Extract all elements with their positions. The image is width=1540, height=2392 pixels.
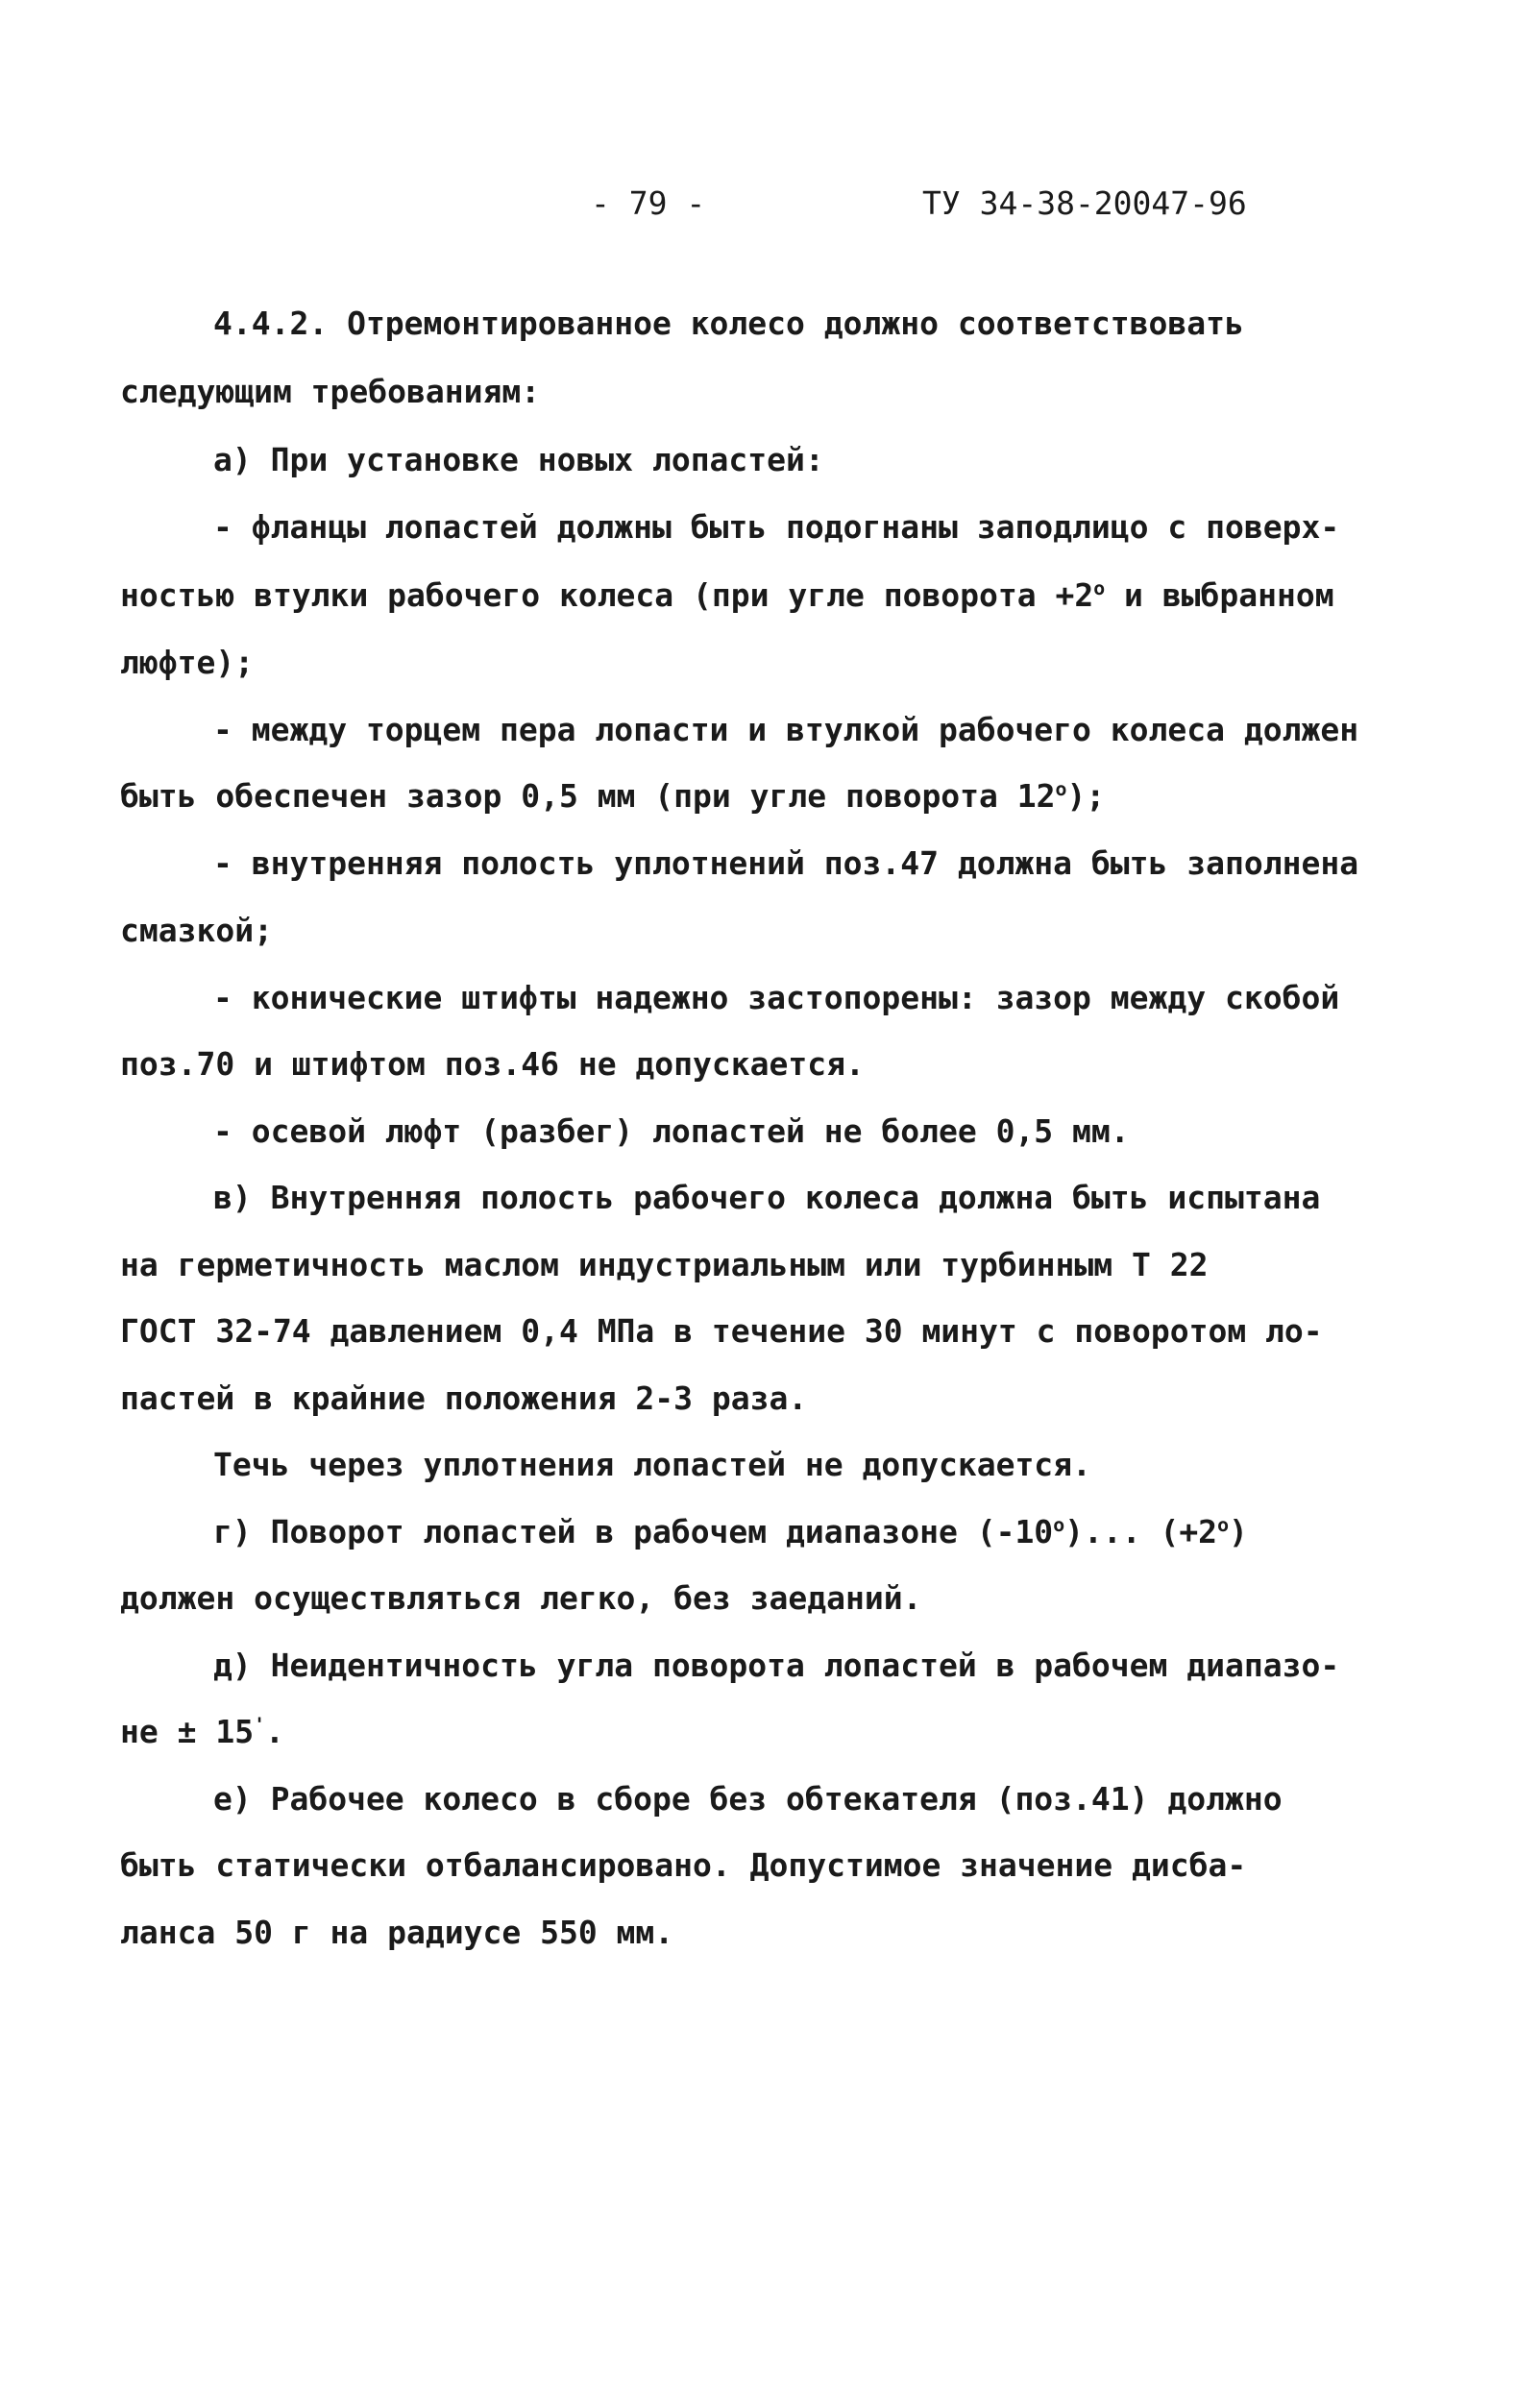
page-number: - 79 -	[591, 184, 706, 222]
text-line: должен осуществляться легко, без заеданий.	[120, 1579, 922, 1617]
text-line: д) Неидентичность угла поворота лопастей в рабочем диапазо-	[213, 1647, 1340, 1684]
text-line: а) При установке новых лопастей:	[213, 441, 824, 478]
text-line: е) Рабочее колесо в сборе без обтекателя (поз.41) должно	[213, 1780, 1283, 1818]
text-line: Течь через уплотнения лопастей не допускается.	[213, 1446, 1091, 1483]
text-line: - между торцем пера лопасти и втулкой рабочего колеса должен	[213, 711, 1359, 748]
text-line: пастей в крайние положения 2-3 раза.	[120, 1379, 808, 1417]
text-line: ланса 50 г на радиусе 550 мм.	[120, 1914, 674, 1951]
text-line: г) Поворот лопастей в рабочем диапазоне $(-10^о)$... $(+2^о)$	[213, 1513, 1248, 1550]
text-line: следующим требованиям:	[120, 373, 541, 410]
text-line: люфте);	[120, 644, 255, 681]
text-line: - фланцы лопастей должны быть подогнаны заподлицо с поверх-	[213, 508, 1340, 546]
text-line: ностью втулки рабочего колеса (при угле поворота $+2^о$ и выбранном	[120, 576, 1334, 614]
text-line: - внутренняя полость уплотнений поз.47 должна быть заполнена	[213, 844, 1359, 882]
text-line: в) Внутренняя полость рабочего колеса должна быть испытана	[213, 1179, 1321, 1216]
text-line: ГОСТ 32-74 давлением 0,4 МПа в течение 30 минут с поворотом ло-	[120, 1312, 1323, 1350]
text-line: смазкой;	[120, 912, 273, 949]
text-line: не ± 15'.	[120, 1713, 284, 1750]
text-line: - осевой люфт (разбег) лопастей не более 0,5 мм.	[213, 1112, 1130, 1150]
text-line: поз.70 и штифтом поз.46 не допускается.	[120, 1045, 865, 1083]
text-line: - конические штифты надежно застопорены: зазор между скобой	[213, 979, 1340, 1016]
text-line: быть обеспечен зазор 0,5 мм (при угле поворота $12^о$);	[120, 777, 1106, 815]
text-line: 4.4.2. Отремонтированное колесо должно соответствовать	[213, 305, 1244, 342]
text-line: быть статически отбалансировано. Допустимое значение дисба-	[120, 1846, 1247, 1884]
text-line: на герметичность маслом индустриальным или турбинным Т 22	[120, 1246, 1209, 1283]
document-code: ТУ 34-38-20047-96	[922, 184, 1247, 222]
